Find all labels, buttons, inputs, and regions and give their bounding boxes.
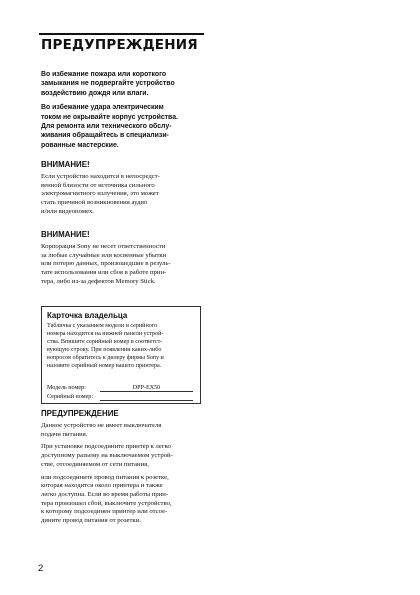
serial-number-field [47, 393, 197, 402]
page-title: ПРЕДУПРЕЖДЕНИЯ [41, 37, 198, 53]
model-number-field [47, 384, 197, 393]
owner-card-title: Карточка владельца [47, 311, 128, 320]
text-line: стве, отсоединяемом от сети питания, [41, 460, 149, 468]
text-line: номера находится на нижней панели устрой- [47, 330, 164, 337]
intro-warnings [41, 70, 203, 150]
text-line: Корпорация Sony не несет ответственности [41, 243, 166, 250]
section-text [41, 173, 203, 217]
text-line: или подсоедините провод питания к розетке, [41, 473, 169, 481]
text-line: доступному разъему на выключаемом устрой- [41, 452, 173, 460]
text-line: током не окрывайте корпус устройства. [41, 113, 178, 121]
text-line: тате использования или сбоя в работе прин- [41, 269, 167, 277]
text-line: ства. Впишите серийный номер в соответст- [47, 338, 163, 345]
text-line: При установке подсоедините принтер к легко [41, 443, 171, 451]
text-line: Для ремонта или технического обслу- [41, 123, 172, 131]
text-line: которая находится около принтера и также [41, 482, 163, 490]
text-line: или потерю данных, произошедшие в резуль- [41, 260, 171, 268]
text-line: замыкания не подвергайте устройство [41, 80, 175, 88]
fire-warning [41, 70, 203, 98]
section-text [41, 474, 203, 526]
text-line: Во избежание удара электрическим [41, 104, 164, 112]
text-line: Данное устройство не имеет выключателя [41, 422, 162, 429]
section-text [41, 422, 203, 439]
text-line: Если устройство находится в непосредст- [41, 173, 160, 180]
text-line: тера произошел сбой, выключите устройство, [41, 499, 172, 507]
model-number-label: Модель номер: [47, 385, 86, 391]
attention-section-emi [41, 160, 203, 217]
text-line: назовите серийный номер вашего принтера. [47, 362, 162, 369]
text-line: живания обращайтесь в специализи- [41, 132, 169, 140]
model-number-line [100, 391, 193, 392]
section-text [41, 243, 203, 287]
owner-card-text [47, 323, 197, 370]
text-line: дините провод питания от розетки. [41, 517, 141, 525]
text-line: легко доступна. Если во время работы прин- [41, 490, 169, 498]
text-line: Табличка с указанием модели и серийного [47, 323, 158, 329]
section-heading: ВНИМАНИЕ! [41, 160, 90, 169]
serial-number-label: Серийный номер: [47, 394, 94, 400]
section-heading: ПРЕДУПРЕЖДЕНИЕ [41, 409, 119, 418]
text-line: венной близости от источника сильного [41, 181, 155, 189]
text-line: вующую строку. При появлении каких-либо [47, 346, 162, 353]
attention-section-liability [41, 230, 203, 287]
text-line: подачи питания. [41, 430, 88, 438]
serial-number-line [100, 400, 193, 401]
text-line: вопросов обратитесь к дилеру фирмы Sony и [47, 354, 164, 361]
section-text [41, 443, 203, 469]
text-line: тера, либо из-за дефектов Memory Stick. [41, 277, 156, 285]
shock-warning [41, 103, 203, 150]
text-line: к которому подсоединен принтер или отсое- [41, 508, 168, 516]
text-line: воздействию дождя или влаги. [41, 89, 149, 97]
owner-card [41, 306, 201, 404]
text-line: стать причиной возникновения аудио [41, 199, 148, 207]
title-rule [39, 33, 204, 35]
text-line: за любые случайные или косвенные убытки [41, 251, 167, 259]
section-heading: ВНИМАНИЕ! [41, 230, 90, 239]
power-warning-section [41, 409, 203, 526]
text-line: рованные мастерские. [41, 141, 119, 149]
text-line: и/или видеопомех. [41, 207, 94, 215]
text-line: Во избежание пожара или короткого [41, 71, 167, 78]
page-number: 2 [38, 563, 44, 574]
text-line: электромагнитного излучения, это может [41, 190, 159, 198]
model-number-value: DPP-EX50 [132, 385, 161, 391]
